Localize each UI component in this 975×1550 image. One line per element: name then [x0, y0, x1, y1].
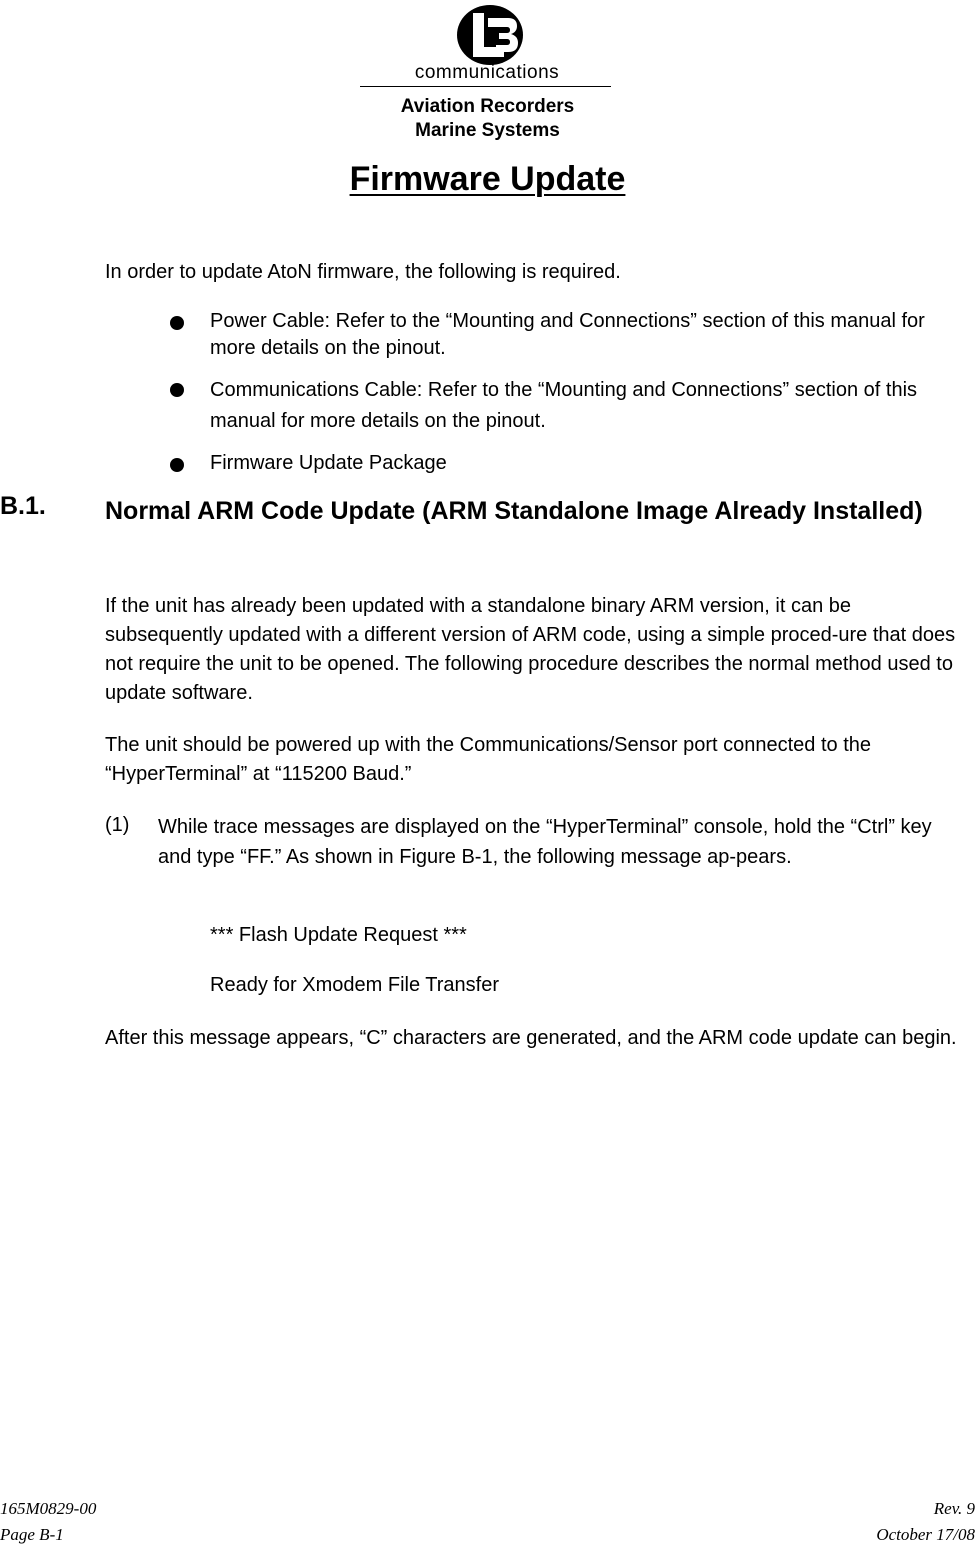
logo-wordmark: communications — [414, 62, 560, 83]
bullet-icon — [170, 383, 184, 397]
console-message: Ready for Xmodem File Transfer — [210, 974, 499, 996]
bullet-icon — [170, 316, 184, 330]
bullet-icon — [170, 458, 184, 472]
intro-paragraph: In order to update AtoN firmware, the following is required. — [105, 261, 621, 283]
bullet-item-comm-cable: Communications Cable: Refer to the “Mounting and Connections” section of this manual for more details on the pinout. — [210, 379, 918, 432]
footer-left — [0, 1496, 96, 1548]
step-text: While trace messages are displayed on the “HyperTerminal” console, hold the “Ctrl” key and type “FF.” As shown in Figure B-1, the following message ap-pears. — [158, 816, 932, 868]
bullet-item-firmware-package: Firmware Update Package — [210, 452, 447, 474]
footer-revision: Rev. 9 — [933, 1499, 975, 1518]
footer-date: October 17/08 — [876, 1525, 975, 1544]
bullet-item-power-cable: Power Cable: Refer to the “Mounting and Connections” section of this manual for more details on the pinout. — [210, 310, 925, 359]
body-paragraph: If the unit has already been updated with a standalone binary ARM version, it can be subsequently updated with a different version of ARM code, using a simple proced-ure that does not require the unit to be opened. The following procedure describes the normal method used to update software. — [105, 595, 956, 704]
footer-page-number: Page B-1 — [0, 1525, 64, 1544]
footer-doc-number: 165M0829-00 — [0, 1499, 97, 1518]
console-message: *** Flash Update Request *** — [210, 924, 467, 946]
logo-divider — [360, 86, 611, 87]
step-number: (1) — [105, 814, 130, 836]
page-title: Firmware Update — [349, 160, 626, 198]
header-line-aviation: Aviation Recorders — [400, 96, 575, 117]
closing-paragraph: After this message appears, “C” characters are generated, and the ARM code update can begin. — [105, 1027, 957, 1049]
section-title: Normal ARM Code Update (ARM Standalone Image Already Installed) — [105, 497, 923, 525]
header-line-marine: Marine Systems — [415, 120, 560, 141]
body-paragraph: The unit should be powered up with the Communications/Sensor port connected to the “HyperTerminal” at “115200 Baud.” — [105, 734, 872, 785]
footer-right — [876, 1496, 975, 1548]
section-number: B.1. — [0, 492, 46, 520]
l3-logo-icon — [455, 4, 525, 66]
